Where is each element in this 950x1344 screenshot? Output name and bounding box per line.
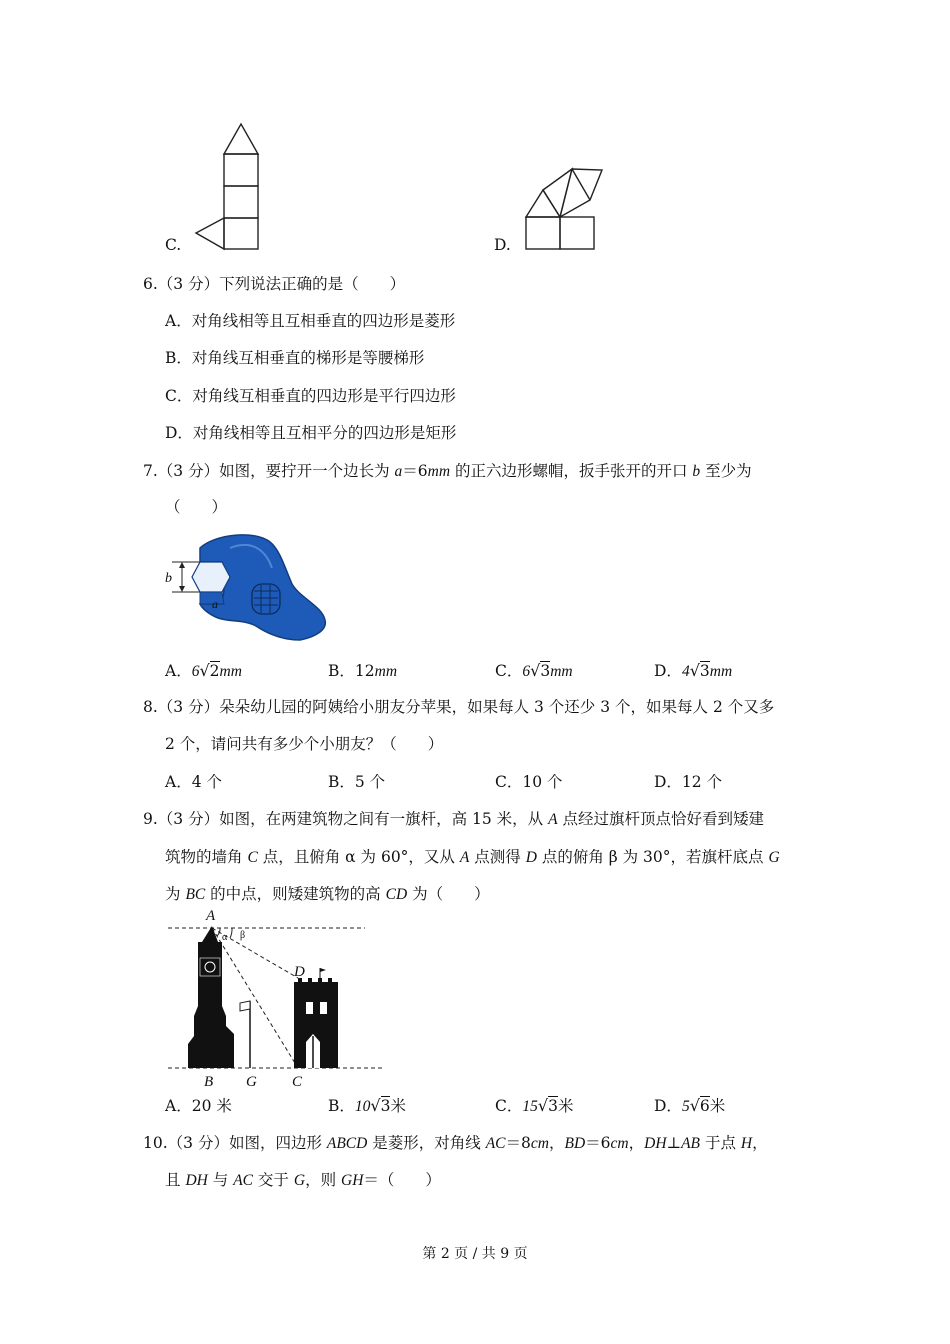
q9-option-a: A．20 米 [165, 1097, 232, 1115]
q8-option-a: A．4 个 [165, 773, 222, 791]
tower-label-g: G [246, 1074, 257, 1090]
wrench-figure [160, 528, 330, 643]
q9-line1: 9.（3 分）如图，在两建筑物之间有一旗杆，高 15 米，从 A 点经过旗杆顶点恰好看到矮建 [143, 810, 764, 828]
q7-paren: （ ） [165, 498, 228, 516]
q8-line2: 2 个，请问共有多少个小朋友？（ ） [165, 735, 444, 753]
q9-line3: 为 BC 的中点，则矮建筑物的高 CD 为（ ） [165, 885, 490, 903]
wrench-label-a: a [212, 597, 218, 611]
q8-option-d: D．12 个 [654, 773, 723, 791]
q10-line1: 10.（3 分）如图，四边形 ABCD 是菱形，对角线 AC＝8cm，BD＝6cm，DH⊥AB 于点 H， [143, 1134, 768, 1152]
wrench-label-b: b [165, 571, 172, 586]
figure-label-d: D. [494, 236, 511, 254]
q7-option-d: D．4√3mm [654, 661, 733, 680]
q6-option-c: C．对角线互相垂直的四边形是平行四边形 [165, 387, 456, 405]
q6-option-d: D．对角线相等且互相平分的四边形是矩形 [165, 424, 457, 442]
q10-line2: 且 DH 与 AC 交于 G，则 GH＝（ ） [165, 1171, 441, 1189]
q6-option-a: A．对角线相等且互相垂直的四边形是菱形 [165, 312, 456, 330]
net-figure-c [190, 118, 270, 258]
q8-option-c: C．10 个 [495, 773, 563, 791]
tower-label-c: C [292, 1074, 303, 1090]
tower-figure [160, 906, 390, 1091]
q6-option-b: B．对角线互相垂直的梯形是等腰梯形 [165, 349, 425, 367]
q7-option-a: A．6√2mm [165, 661, 242, 680]
q9-line2: 筑物的墙角 C 点，且俯角 α 为 60°，又从 A 点测得 D 点的俯角 β 为 30°，若旗杆底点 G [165, 848, 780, 866]
q8-option-b: B．5 个 [328, 773, 386, 791]
q7-option-b: B．12mm [328, 662, 398, 680]
q9-option-b: B．10√3米 [328, 1096, 406, 1115]
tower-label-b: B [204, 1074, 214, 1090]
q9-option-c: C．15√3米 [495, 1096, 574, 1115]
q7-option-c: C．6√3mm [495, 661, 573, 680]
q8-line1: 8.（3 分）朵朵幼儿园的阿姨给小朋友分苹果，如果每人 3 个还少 3 个，如果每人 2 个又多 [143, 698, 775, 716]
tower-label-a: A [206, 908, 216, 924]
page-footer: 第 2 页 / 共 9 页 [422, 1246, 528, 1262]
net-figure-d [520, 160, 610, 255]
tower-label-beta: β [240, 930, 246, 941]
figure-label-c: C. [165, 236, 182, 254]
tower-label-d: D [294, 964, 305, 980]
q6-stem: 6.（3 分）下列说法正确的是（ ） [143, 275, 406, 293]
q9-option-d: D．5√6米 [654, 1096, 726, 1115]
tower-label-alpha: α [222, 932, 228, 943]
q7-stem: 7.（3 分）如图，要拧开一个边长为 a＝6mm 的正六边形螺帽，扳手张开的开口 b 至少为 [143, 462, 752, 480]
